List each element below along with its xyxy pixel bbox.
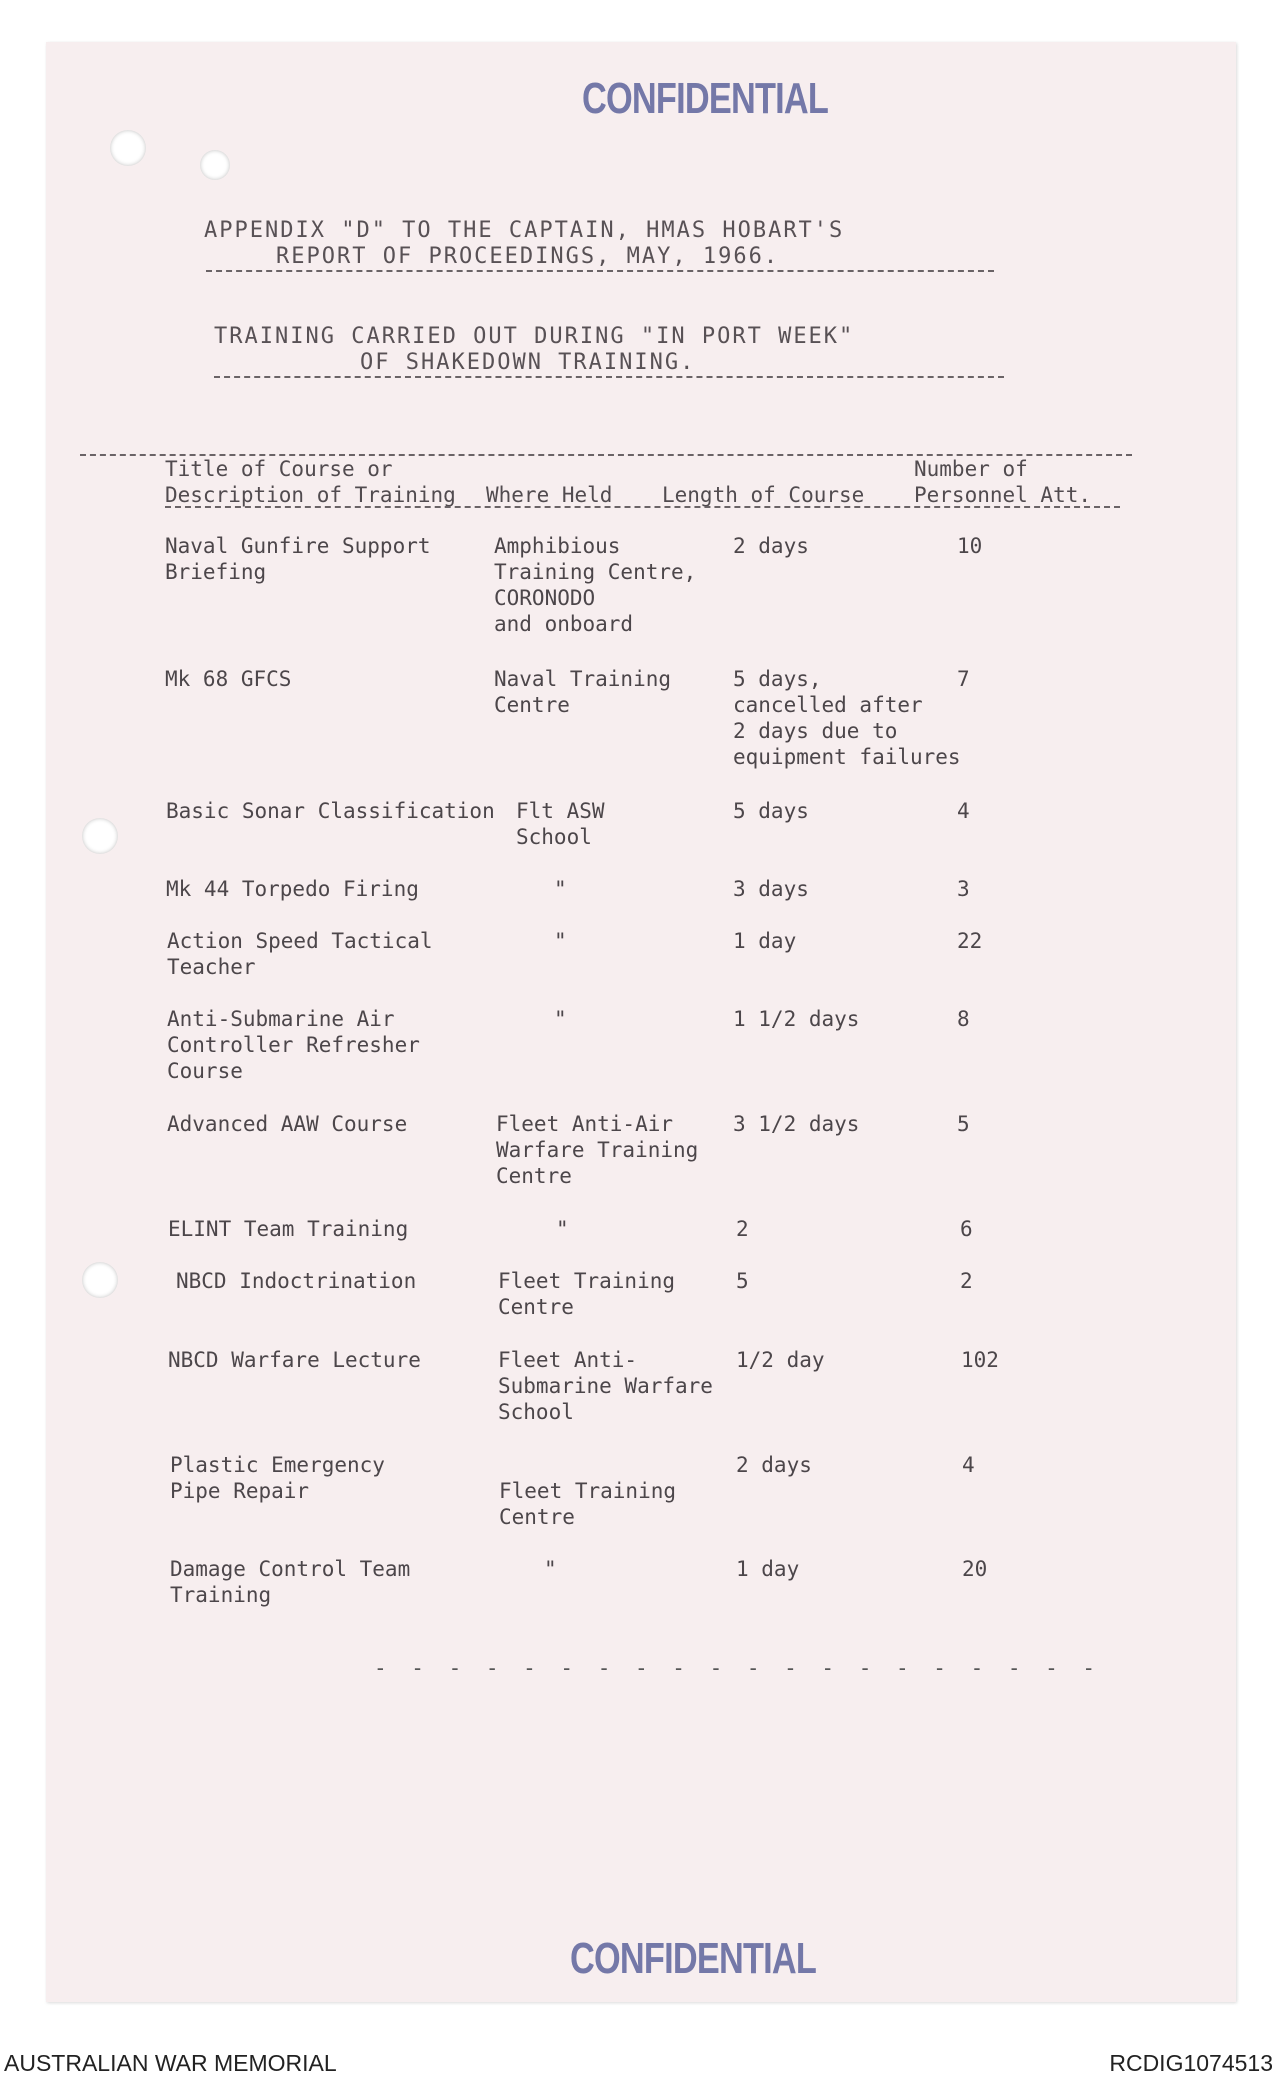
row-12-where: ": [544, 1557, 557, 1581]
row-3-where: Flt ASW School: [516, 799, 605, 849]
row-8-number: 6: [960, 1217, 973, 1241]
row-4-title: Mk 44 Torpedo Firing: [166, 877, 419, 901]
row-7-where: Fleet Anti-Air Warfare Training Centre: [496, 1112, 699, 1188]
header-number-line1: Number of: [914, 457, 1028, 481]
appendix-title-line2: REPORT OF PROCEEDINGS, MAY, 1966.: [276, 244, 780, 269]
row-9-title: NBCD Indoctrination: [176, 1269, 417, 1293]
row-6-title: Anti-Submarine Air Controller Refresher Course: [167, 1007, 420, 1083]
row-6-length: 1 1/2 days: [733, 1007, 860, 1031]
header-length-of-course: Length of Course: [662, 483, 865, 507]
archive-footer-left: AUSTRALIAN WAR MEMORIAL: [4, 2050, 337, 2076]
row-11-where: Fleet Training Centre: [499, 1479, 677, 1529]
row-1-number: 10: [957, 534, 983, 558]
row-6-where: ": [554, 1007, 567, 1031]
header-number-line2: Personnel Att.: [914, 483, 1092, 507]
row-1-length: 2 days: [733, 534, 809, 558]
row-1-title: Naval Gunfire Support Briefing: [165, 534, 431, 584]
row-1-where: Amphibious Training Centre, CORONODO and onboard: [494, 534, 697, 636]
row-11-title: Plastic Emergency Pipe Repair: [170, 1453, 385, 1503]
row-10-title: NBCD Warfare Lecture: [168, 1348, 421, 1372]
row-2-title: Mk 68 GFCS: [165, 667, 292, 691]
header-underline: [165, 506, 1120, 508]
row-3-title: Basic Sonar Classification: [166, 799, 495, 823]
subtitle-line2: OF SHAKEDOWN TRAINING.: [360, 350, 696, 375]
row-10-number: 102: [961, 1348, 999, 1372]
row-5-length: 1 day: [733, 929, 797, 953]
archive-footer-right: RCDIG1074513: [1109, 2050, 1273, 2076]
row-5-number: 22: [957, 929, 983, 953]
punch-hole: [82, 1262, 118, 1298]
row-12-title: Damage Control Team Training: [170, 1557, 411, 1607]
row-12-length: 1 day: [736, 1557, 800, 1581]
punch-hole-mark: [200, 150, 230, 180]
header-title-line2: Description of Training: [165, 483, 456, 507]
row-9-length: 5: [736, 1269, 749, 1293]
row-4-length: 3 days: [733, 877, 809, 901]
punch-hole: [82, 818, 118, 854]
row-9-number: 2: [960, 1269, 973, 1293]
header-where-held: Where Held: [486, 483, 613, 507]
row-11-number: 4: [962, 1453, 975, 1477]
row-5-where: ": [554, 929, 567, 953]
row-8-title: ELINT Team Training: [168, 1217, 409, 1241]
row-3-length: 5 days: [733, 799, 809, 823]
row-8-where: ": [556, 1217, 569, 1241]
appendix-title-line1: APPENDIX "D" TO THE CAPTAIN, HMAS HOBART'S: [204, 218, 845, 243]
subtitle-line1: TRAINING CARRIED OUT DURING "IN PORT WEEK": [214, 324, 855, 349]
row-2-where: Naval Training Centre: [494, 667, 672, 717]
row-4-number: 3: [957, 877, 970, 901]
row-4-where: ": [554, 877, 567, 901]
row-3-number: 4: [957, 799, 970, 823]
confidential-stamp-bottom: CONFIDENTIAL: [570, 1934, 817, 1983]
row-2-number: 7: [957, 667, 970, 691]
row-9-where: Fleet Training Centre: [498, 1269, 676, 1319]
confidential-stamp-top: CONFIDENTIAL: [582, 74, 829, 123]
row-10-where: Fleet Anti- Submarine Warfare School: [498, 1348, 713, 1424]
header-title-line1: Title of Course or: [165, 457, 393, 481]
row-5-title: Action Speed Tactical Teacher: [167, 929, 433, 979]
punch-hole-mark: [110, 130, 146, 166]
row-6-number: 8: [957, 1007, 970, 1031]
row-10-length: 1/2 day: [736, 1348, 825, 1372]
row-8-length: 2: [736, 1217, 749, 1241]
row-7-number: 5: [957, 1112, 970, 1136]
row-11-length: 2 days: [736, 1453, 812, 1477]
row-12-number: 20: [962, 1557, 988, 1581]
end-of-table-dashes: - - - - - - - - - - - - - - - - - - - -: [374, 1656, 1102, 1680]
row-2-length: 5 days, cancelled after 2 days due to equipment failures: [733, 667, 961, 769]
row-7-length: 3 1/2 days: [733, 1112, 860, 1136]
subtitle-underline: [214, 376, 1004, 378]
row-7-title: Advanced AAW Course: [167, 1112, 408, 1136]
title-underline: [206, 270, 994, 272]
